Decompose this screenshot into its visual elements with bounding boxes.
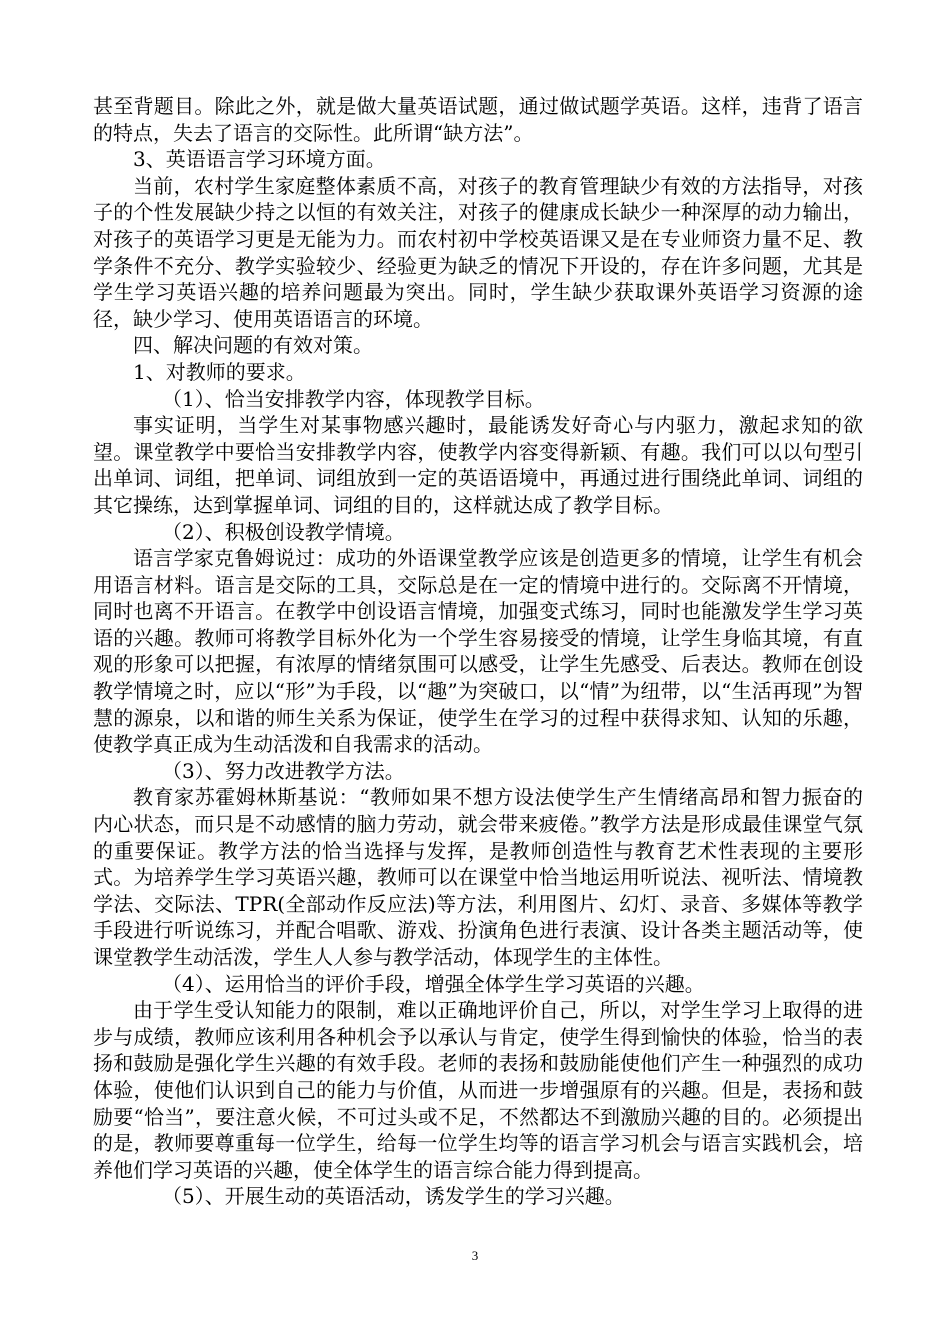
heading-teacher-requirements: 1、对教师的要求。	[133, 359, 306, 384]
page-number: 3	[471, 1248, 479, 1263]
subheading-3: （3）、努力改进教学方法。	[162, 758, 405, 783]
paragraph-teaching-situation: 语言学家克鲁姆说过：成功的外语课堂教学应该是创造更多的情境，让学生有机会用语言材料。语言是交际的工具，交际总是在一定的情境中进行的。交际离不开情境，同时也离不开语言。在教学中创设语言情境，加强变式练习，同时也能激发学生学习英语的兴趣。教师可将教学目标外化为一个学生容易接受的情境，让学生身临其境，有直观的形象可以把握，有浓厚的情绪氛围可以感受，让学生先感受、后表达。教师在创设教学情境之时，应以“形”为手段，以“趣”为突破口，以“情”为纽带，以“生活再现”为智慧的源泉，以和谐的师生关系为保证，使学生在学习的过程中获得求知、认知的乐趣，使教学真正成为生动活泼和自我需求的活动。	[93, 546, 863, 757]
paragraph-evaluation: 由于学生受认知能力的限制，难以正确地评价自己，所以，对学生学习上取得的进步与成绩，教师应该利用各种机会予以承认与肯定，使学生得到愉快的体验，恰当的表扬和鼓励是强化学生兴趣的有效手段。老师的表扬和鼓励能使他们产生一种强烈的成功体验，使他们认识到自己的能力与价值，从而进一步增强原有的兴趣。但是，表扬和鼓励要“恰当”，要注意火候，不可过头或不足，不然都达不到激励兴趣的目的。必须提出的是，教师要尊重每一位学生，给每一位学生均等的语言学习机会与语言实践机会，培养他们学习英语的兴趣，使全体学生的语言综合能力得到提高。	[93, 998, 863, 1182]
paragraph-continuation: 甚至背题目。除此之外，就是做大量英语试题，通过做试题学英语。这样，违背了语言的特点，失去了语言的交际性。此所谓“缺方法”。	[93, 94, 863, 145]
paragraph-rural-environment: 当前，农村学生家庭整体素质不高，对孩子的教育管理缺少有效的方法指导，对孩子的个性发展缺少持之以恒的有效关注，对孩子的健康成长缺少一种深厚的动力输出，对孩子的英语学习更是无能为力。而农村初中学校英语课又是在专业师资力量不足、教学条件不充分、教学实验较少、经验更为缺乏的情况下开设的，存在许多问题，尤其是学生学习英语兴趣的培养问题最为突出。同时，学生缺少获取课外英语学习资源的途径，缺少学习、使用英语语言的环境。	[93, 173, 863, 331]
subheading-1: （1）、恰当安排教学内容，体现教学目标。	[162, 386, 545, 411]
heading-language-environment: 3、英语语言学习环境方面。	[133, 147, 386, 172]
paragraph-teaching-methods: 教育家苏霍姆林斯基说：“教师如果不想方设法使学生产生情绪高昂和智力振奋的内心状态，而只是不动感情的脑力劳动，就会带来疲倦。”教学方法是形成最佳课堂气氛的重要保证。教学方法的恰当选择与发挥，是教师创造性与教育艺术性表现的主要形式。为培养学生学习英语兴趣，教师可以在课堂中恰当地运用听说法、视听法、情境教学法、交际法、TPR(全部动作反应法)等方法，利用图片、幻灯、录音、多媒体等教学手段进行听说练习，并配合唱歌、游戏、扮演角色进行表演、设计各类主题活动等，使课堂教学生动活泼，学生人人参与教学活动，体现学生的主体性。	[93, 785, 863, 969]
subheading-5: （5）、开展生动的英语活动，诱发学生的学习兴趣。	[162, 1184, 625, 1209]
subheading-2: （2）、积极创设教学情境。	[162, 519, 405, 544]
document-body	[93, 93, 863, 1210]
paragraph-teaching-content: 事实证明，当学生对某事物感兴趣时，最能诱发好奇心与内驱力，激起求知的欲望。课堂教学中要恰当安排教学内容，使教学内容变得新颖、有趣。我们可以以句型引出单词、词组，把单词、词组放到一定的英语语境中，再通过进行围绕此单词、词组的其它操练，达到掌握单词、词组的目的，这样就达成了教学目标。	[93, 413, 863, 517]
subheading-4: （4）、运用恰当的评价手段，增强全体学生学习英语的兴趣。	[162, 971, 705, 996]
heading-solutions: 四、解决问题的有效对策。	[133, 333, 373, 358]
